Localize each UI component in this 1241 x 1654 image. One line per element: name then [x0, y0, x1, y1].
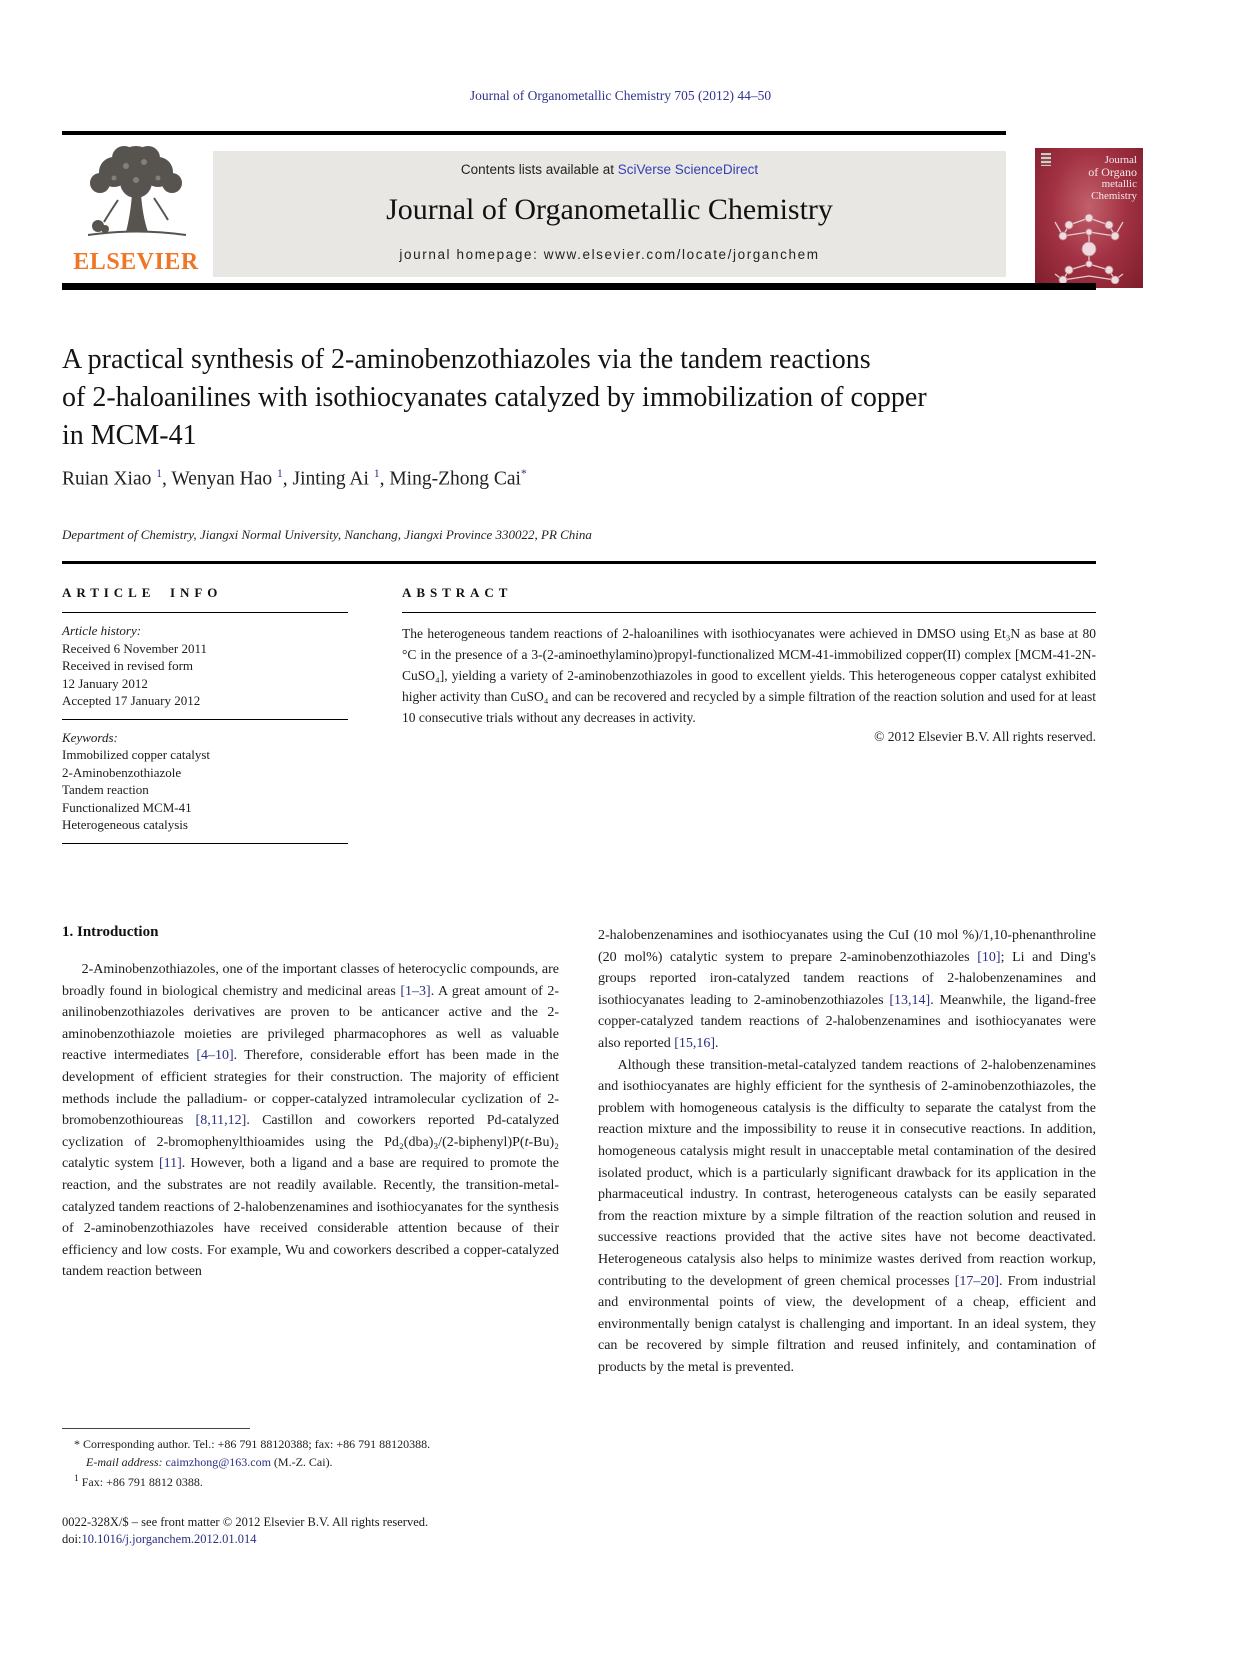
keyword-item: Functionalized MCM-41	[62, 799, 192, 815]
footnotes	[62, 1436, 559, 1492]
footnote-rule	[62, 1428, 250, 1429]
intro-paragraph: 2-Aminobenzothiazoles, one of the important classes of heterocyclic compounds, are broadly found in biological chemistry and medicinal areas [1–3]. A great amount of 2-anilinobenzothiazoles derivatives are proven to be anticancer active and the 2-aminobenzothiazole moieties are privileged pharmacophores as well as valuable reactive intermediates [4–10]. Therefore, considerable effort has been made in the development of efficient strategies for their construction. The majority of efficient methods include the palladium- or copper-catalyzed intramolecular cyclization of 2-bromobenzothioureas [8,11,12]. Castillon and coworkers reported Pd-catalyzed cyclization of 2-bromophenylthioamides using the Pd₂(dba)₃/(2-biphenyl)P(t-Bu)₂ catalytic system [11]. However, both a ligand and a base are required to promote the reaction, and the substrates are not readily available. Recently, the transition-metal-catalyzed tandem reactions of 2-halobenzenamines and isothiocyanates for the synthesis of 2-aminobenzothiazoles have received considerable attention because of their efficiency and low costs. For example, Wu and coworkers described a copper-catalyzed tandem reaction between	[62, 962, 560, 1280]
journal-title: Journal of Organometallic Chemistry	[386, 193, 833, 226]
footer	[62, 1514, 662, 1548]
header-top-rule	[62, 131, 1006, 135]
footnote-fax: $^1$ Fax: +86 791 8812 0388.	[74, 1474, 203, 1489]
molecule-icon	[1049, 210, 1129, 284]
info-bottom-rule	[62, 843, 348, 844]
footer-doi-line: doi:10.1016/j.jorganchem.2012.01.014	[62, 1532, 257, 1546]
history-line: Accepted 17 January 2012	[62, 693, 201, 708]
article-info-rule	[62, 612, 348, 613]
keywords-block	[62, 729, 348, 834]
journal-cover-thumbnail	[1035, 148, 1143, 288]
intro-heading: 1. Introduction	[62, 924, 159, 940]
history-line: Received in revised form	[62, 658, 194, 673]
email-link[interactable]: caimzhong@163.com	[165, 1454, 271, 1469]
intro-paragraph-continuation: 2-halobenzenamines and isothiocyanates using the CuI (10 mol %)/1,10-phenanthroline (20 mol%) catalytic system to prepare 2-aminobenzothiazoles [10]; Li and Ding's groups reported iron-catalyzed tandem reactions of 2-halobenzenamines and isothiocyanates leading to 2-aminobenzothiazoles [13,14]. Meanwhile, the ligand-free copper-catalyzed tandem reactions of 2-halobenzenamines and isothiocyanates were also reported [15,16].	[598, 928, 1097, 1051]
keywords-label: Keywords:	[62, 729, 118, 745]
abstract-rule	[402, 612, 1096, 613]
article-info-column	[62, 585, 348, 853]
cover-emblem-icon	[1041, 153, 1051, 166]
keyword-item: Heterogeneous catalysis	[62, 817, 188, 832]
second-paragraph: Although these transition-metal-catalyzed tandem reactions of 2-halobenzenamines and isothiocyanates are highly efficient for the synthesis of 2-aminobenzothiazoles, the problem with homogeneous catalysis is the difficulty to separate the catalyst from the reaction mixture and the impossibility to reuse it in consecutive reactions. In addition, homogeneous catalysis might result in unacceptable metal contamination of the desired isolated product, which is a particularly significant drawback for its application in the pharmaceutical industry. In contrast, heterogeneous catalysts can be easily separated from the reaction mixture by a simple filtration of the reaction solution and reused in successive reactions provided that the active sites have not become deactivated. Heterogeneous catalysis also helps to minimize wastes derived from reaction workup, contributing to the development of green chemical processes [17–20]. From industrial and environmental points of view, the development of a cheap, efficient and environmentally benign catalyst is challenging and important. In an ideal system, they can be recovered by simple filtration and reused infinitely, and contamination of products by the metal is prevented.	[598, 1057, 1096, 1375]
elsevier-logo	[62, 140, 210, 276]
sciencedirect-link[interactable]: SciVerse ScienceDirect	[617, 162, 759, 177]
doi-link[interactable]: 10.1016/j.jorganchem.2012.01.014	[81, 1532, 257, 1546]
abstract-column	[402, 585, 1096, 745]
journal-header-box	[213, 151, 1006, 277]
abstract-text: The heterogeneous tandem reactions of 2-haloanilines with isothiocyanates were achieved in DMSO using Et₃N as base at 80 °C in the presence of a 3-(2-aminoethylamino)propyl-functionalized MCM-41-immobilized copper(II) complex [MCM-41-2N-CuSO₄], yielding a variety of 2-aminobenzothiazoles in good to excellent yields. This heterogeneous copper catalyst exhibited higher activity than CuSO₄ and can be recovered and recycled by a simple filtration of the reaction solution and used for at least 10 consecutive trials without any decreases in activity.	[402, 626, 1096, 725]
title-divider-rule	[62, 561, 1096, 564]
article-title: A practical synthesis of 2-aminobenzothiazoles via the tandem reactions of 2-haloanilines with isothiocyanates catalyzed by immobilization of copper in MCM-41	[62, 344, 927, 451]
keywords-rule	[62, 719, 348, 720]
cover-title: Journal of Organo metallic Chemistry	[1088, 154, 1137, 202]
authors-line: Ruian Xiao $^1$, Wenyan Hao $^1$, Jinting Ai $^1$, Ming-Zhong Cai*	[62, 468, 527, 490]
author-affiliation: Department of Chemistry, Jiangxi Normal University, Nanchang, Jiangxi Province 330022, PR China	[62, 527, 592, 542]
body-right-column	[598, 925, 1096, 1378]
history-line: 12 January 2012	[62, 675, 148, 691]
article-history-label: Article history:	[62, 623, 142, 638]
contents-line: Contents lists available at SciVerse ScienceDirect	[460, 162, 759, 177]
article-history-block	[62, 622, 348, 710]
history-line: Received 6 November 2011	[62, 640, 207, 656]
elsevier-tree-icon	[74, 140, 198, 242]
keyword-item: Tandem reaction	[62, 782, 149, 797]
abstract-heading: ABSTRACT	[402, 585, 513, 600]
footnote-corresponding: * Corresponding author. Tel.: +86 791 88120388; fax: +86 791 88120388.	[74, 1437, 431, 1451]
footer-issn-line: 0022-328X/$ – see front matter © 2012 Elsevier B.V. All rights reserved.	[62, 1515, 429, 1529]
elsevier-wordmark: ELSEVIER	[73, 249, 199, 275]
journal-homepage-link[interactable]: journal homepage: www.elsevier.com/locate/jorganchem	[399, 247, 820, 262]
article-info-heading: ARTICLE INFO	[62, 585, 223, 600]
keyword-item: 2-Aminobenzothiazole	[62, 764, 182, 780]
abstract-copyright: © 2012 Elsevier B.V. All rights reserved.	[874, 729, 1096, 744]
page-citation: Journal of Organometallic Chemistry 705 (2012) 44–50	[469, 88, 772, 103]
footnote-email: E-mail address: caimzhong@163.com (M.-Z. Cai).	[86, 1454, 333, 1469]
body-left-column	[62, 924, 559, 1283]
keyword-item: Immobilized copper catalyst	[62, 747, 211, 762]
header-bottom-bar	[62, 283, 1096, 290]
